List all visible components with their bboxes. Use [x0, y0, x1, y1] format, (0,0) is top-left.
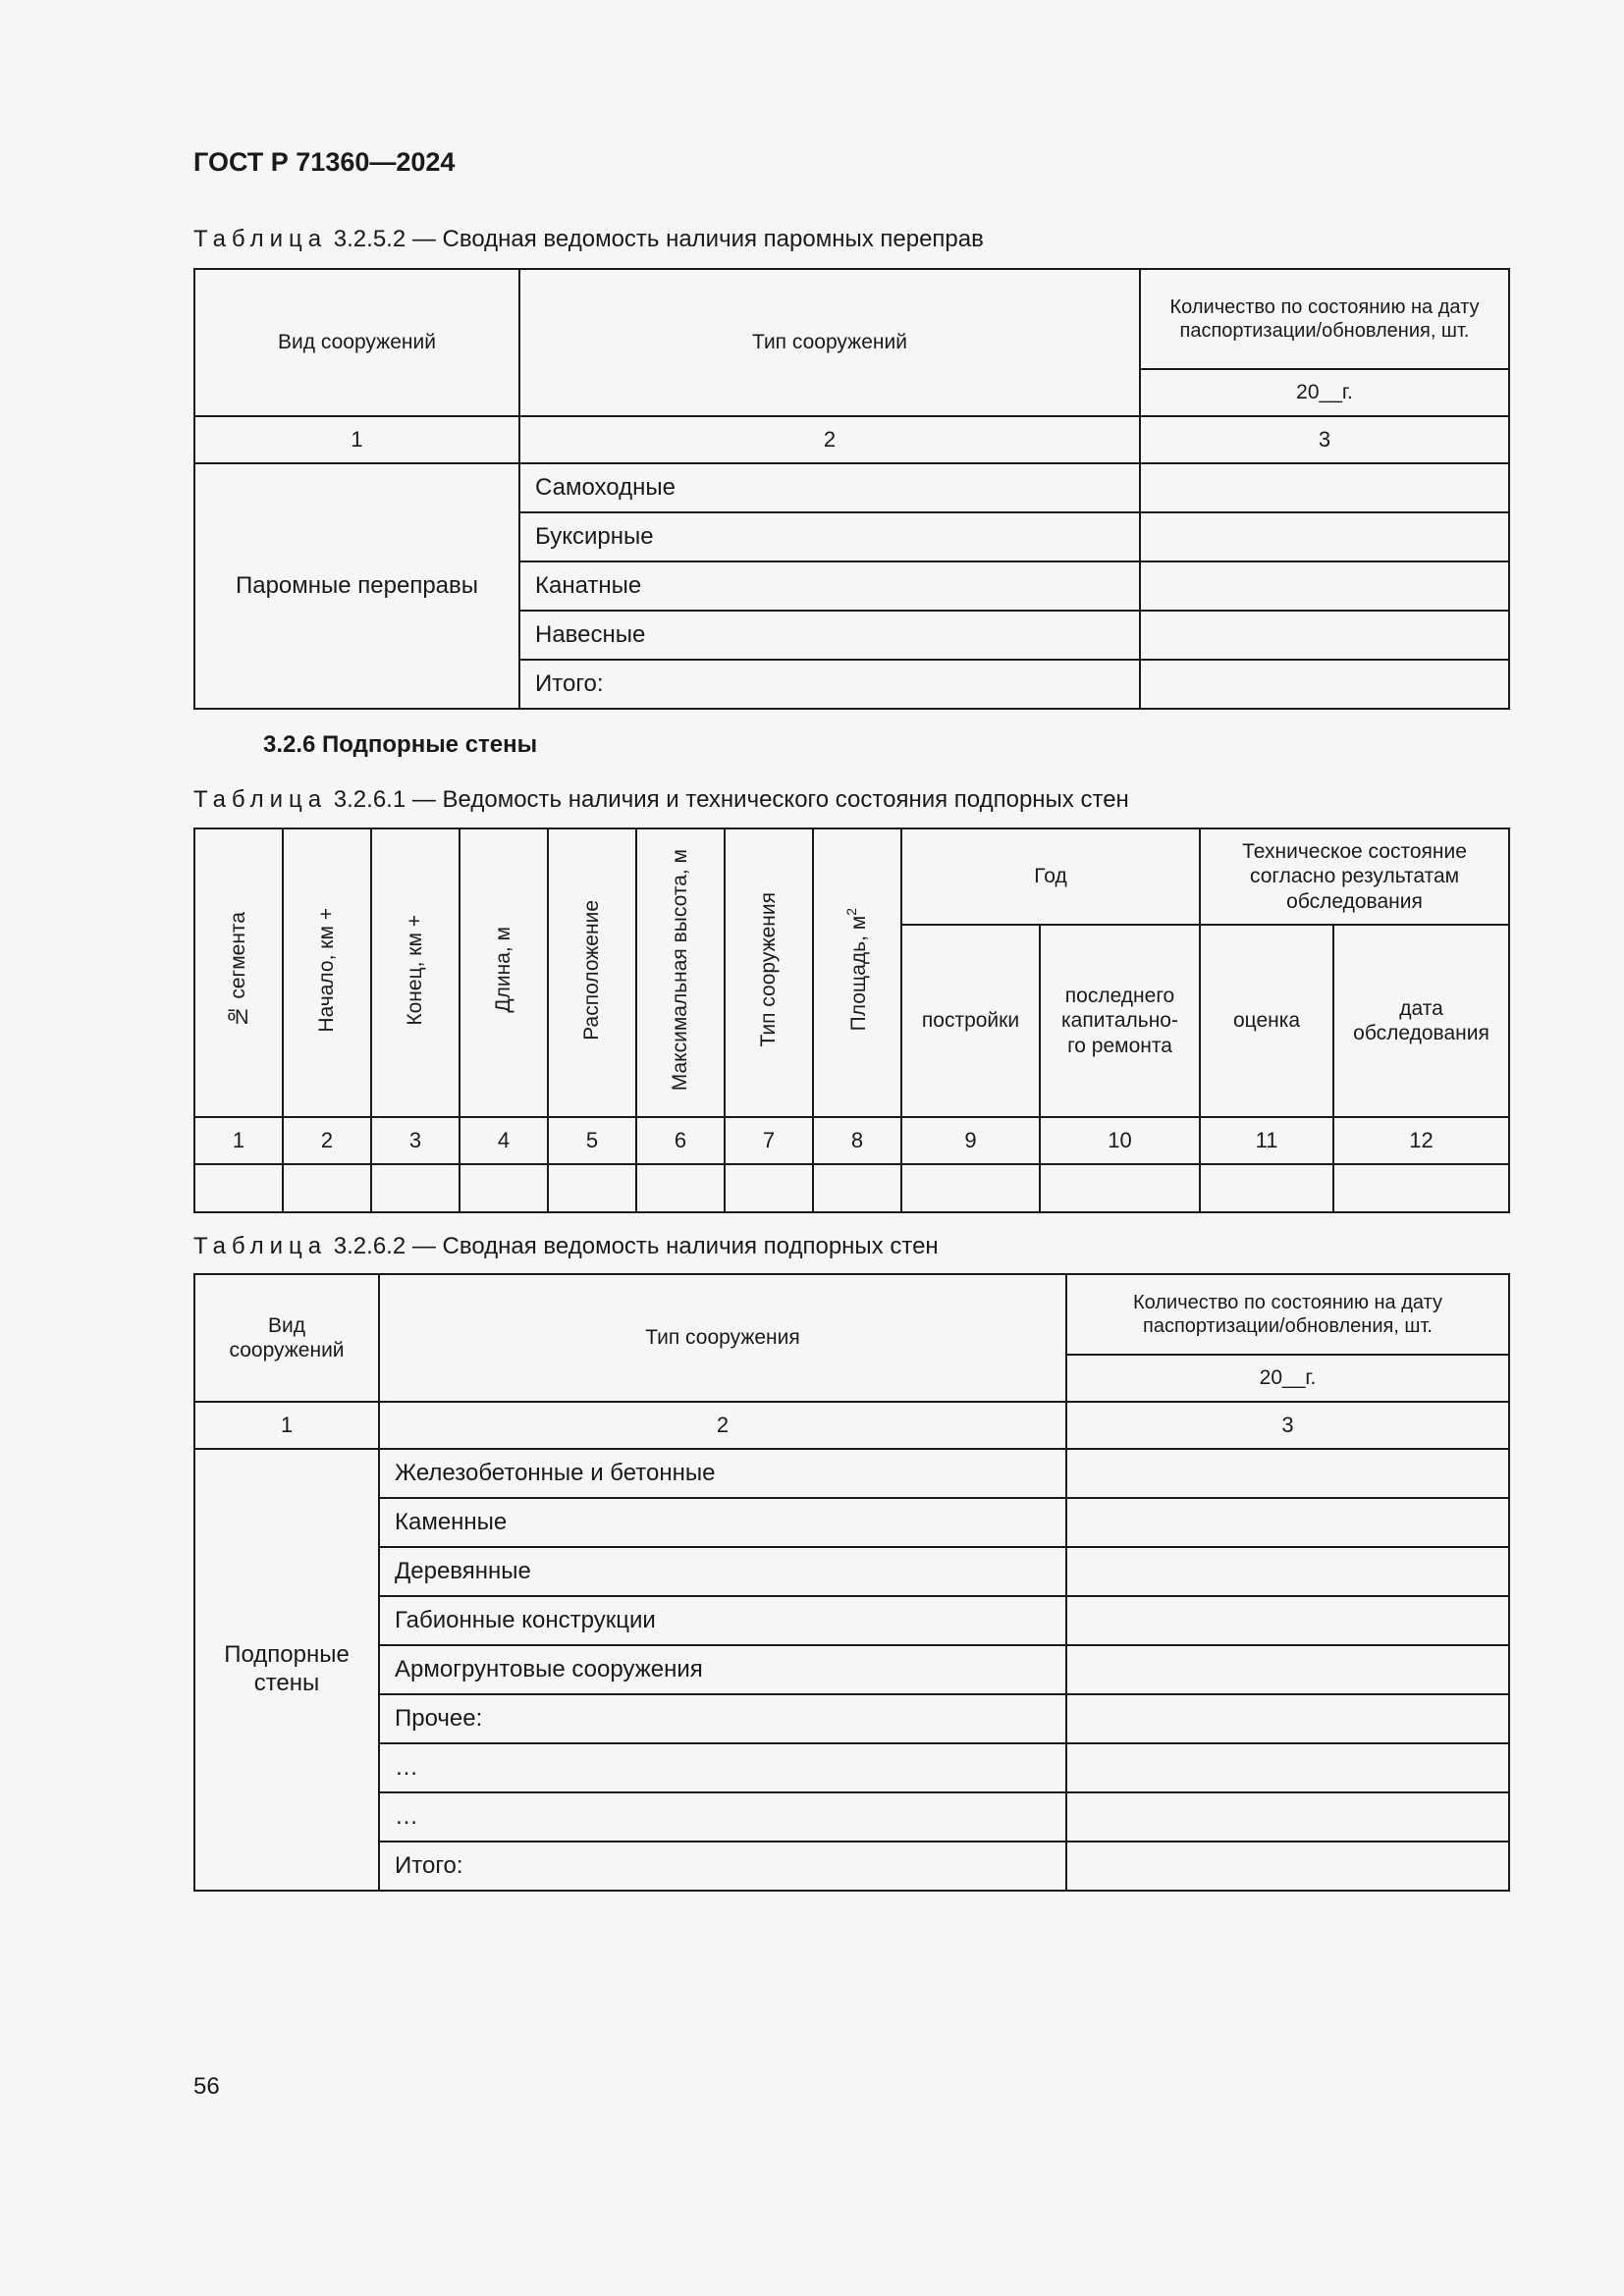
value-cell	[1140, 512, 1509, 561]
header-group: Техническое состояние согласно результатам обследования	[1200, 828, 1509, 925]
empty-cell	[1200, 1164, 1333, 1212]
header-cell: Вид сооружений	[194, 1274, 379, 1402]
header-cell: 20__г.	[1066, 1355, 1509, 1402]
document-header: ГОСТ Р 71360—2024	[193, 147, 456, 177]
header-cell: последнего капитально-го ремонта	[1040, 925, 1200, 1117]
row-label: Итого:	[519, 660, 1140, 709]
empty-cell	[1040, 1164, 1200, 1212]
header-cell	[371, 828, 460, 1117]
header-cell	[460, 828, 548, 1117]
header-cell: постройки	[901, 925, 1040, 1117]
group-cell: Подпорные стены	[194, 1449, 379, 1891]
header-cell: оценка	[1200, 925, 1333, 1117]
table-caption	[193, 786, 1129, 814]
vertical-header: Начало, км +	[315, 907, 339, 1033]
column-number: 2	[283, 1117, 371, 1164]
value-cell	[1066, 1645, 1509, 1694]
ferry-summary-table	[193, 268, 1510, 710]
column-number: 1	[194, 1117, 283, 1164]
header-cell: 20__г.	[1140, 369, 1509, 416]
row-label: Канатные	[519, 561, 1140, 611]
page-number: 56	[193, 2073, 220, 2100]
value-cell	[1140, 561, 1509, 611]
value-cell	[1066, 1842, 1509, 1891]
empty-cell	[901, 1164, 1040, 1212]
empty-cell	[1333, 1164, 1509, 1212]
row-label: Буксирные	[519, 512, 1140, 561]
row-label: Железобетонные и бетонные	[379, 1449, 1066, 1498]
header-cell	[194, 828, 283, 1117]
header-group: Год	[901, 828, 1200, 925]
vertical-header: № сегмента	[227, 912, 250, 1028]
caption-text: 3.2.6.2 — Сводная ведомость наличия подпорных стен	[333, 1233, 939, 1259]
column-number: 3	[1140, 416, 1509, 463]
vertical-header: Длина, м	[492, 927, 515, 1013]
vertical-header	[843, 908, 871, 1031]
vertical-header: Расположение	[580, 899, 604, 1041]
empty-cell	[371, 1164, 460, 1212]
empty-cell	[283, 1164, 371, 1212]
row-label: Самоходные	[519, 463, 1140, 512]
column-number: 7	[725, 1117, 813, 1164]
vertical-header: Конец, км +	[404, 914, 427, 1026]
header-cell: Количество по состоянию на дату паспортизации/обновления, шт.	[1140, 269, 1509, 369]
row-label: Каменные	[379, 1498, 1066, 1547]
empty-cell	[460, 1164, 548, 1212]
row-label: …	[379, 1743, 1066, 1792]
value-cell	[1066, 1498, 1509, 1547]
empty-cell	[194, 1164, 283, 1212]
empty-cell	[813, 1164, 901, 1212]
caption-text: 3.2.5.2 — Сводная ведомость наличия паромных переправ	[333, 226, 984, 252]
column-number: 2	[519, 416, 1140, 463]
header-cell	[548, 828, 636, 1117]
value-cell	[1066, 1792, 1509, 1842]
value-cell	[1066, 1743, 1509, 1792]
value-cell	[1066, 1547, 1509, 1596]
header-cell: Тип сооружения	[379, 1274, 1066, 1402]
row-label: Навесные	[519, 611, 1140, 660]
row-label: Прочее:	[379, 1694, 1066, 1743]
retaining-walls-summary-table	[193, 1273, 1510, 1892]
table-caption	[193, 1233, 939, 1260]
header-cell	[813, 828, 901, 1117]
empty-cell	[636, 1164, 725, 1212]
caption-word: Таблица	[193, 226, 328, 252]
value-cell	[1066, 1694, 1509, 1743]
value-cell	[1066, 1449, 1509, 1498]
row-label: Итого:	[379, 1842, 1066, 1891]
column-number: 11	[1200, 1117, 1333, 1164]
value-cell	[1140, 660, 1509, 709]
value-cell	[1140, 463, 1509, 512]
row-label: Армогрунтовые сооружения	[379, 1645, 1066, 1694]
empty-cell	[548, 1164, 636, 1212]
retaining-walls-table	[193, 828, 1510, 1213]
value-cell	[1066, 1596, 1509, 1645]
caption-word: Таблица	[193, 786, 328, 813]
header-cell: Количество по состоянию на дату паспортизации/обновления, шт.	[1066, 1274, 1509, 1355]
column-number: 9	[901, 1117, 1040, 1164]
header-cell	[636, 828, 725, 1117]
column-number: 8	[813, 1117, 901, 1164]
column-number: 1	[194, 1402, 379, 1449]
column-number: 3	[1066, 1402, 1509, 1449]
row-label: Деревянные	[379, 1547, 1066, 1596]
empty-cell	[725, 1164, 813, 1212]
vertical-header: Максимальная высота, м	[669, 848, 692, 1092]
group-cell: Паромные переправы	[194, 463, 519, 709]
section-title: 3.2.6 Подпорные стены	[263, 731, 538, 758]
value-cell	[1140, 611, 1509, 660]
column-number: 6	[636, 1117, 725, 1164]
column-number: 10	[1040, 1117, 1200, 1164]
header-cell: Вид сооружений	[194, 269, 519, 416]
row-label: …	[379, 1792, 1066, 1842]
vertical-header: Тип сооружения	[757, 892, 781, 1047]
column-number: 12	[1333, 1117, 1509, 1164]
header-cell	[725, 828, 813, 1117]
row-label: Габионные конструкции	[379, 1596, 1066, 1645]
column-number: 4	[460, 1117, 548, 1164]
caption-word: Таблица	[193, 1233, 328, 1259]
header-cell: дата обследования	[1333, 925, 1509, 1117]
column-number: 1	[194, 416, 519, 463]
column-number: 3	[371, 1117, 460, 1164]
area-header-text: Площадь, м	[846, 916, 870, 1032]
header-cell: Тип сооружений	[519, 269, 1140, 416]
area-header-sup: 2	[842, 908, 859, 917]
caption-text: 3.2.6.1 — Ведомость наличия и технического состояния подпорных стен	[333, 786, 1129, 813]
column-number: 2	[379, 1402, 1066, 1449]
column-number: 5	[548, 1117, 636, 1164]
table-caption	[193, 226, 984, 253]
header-cell	[283, 828, 371, 1117]
